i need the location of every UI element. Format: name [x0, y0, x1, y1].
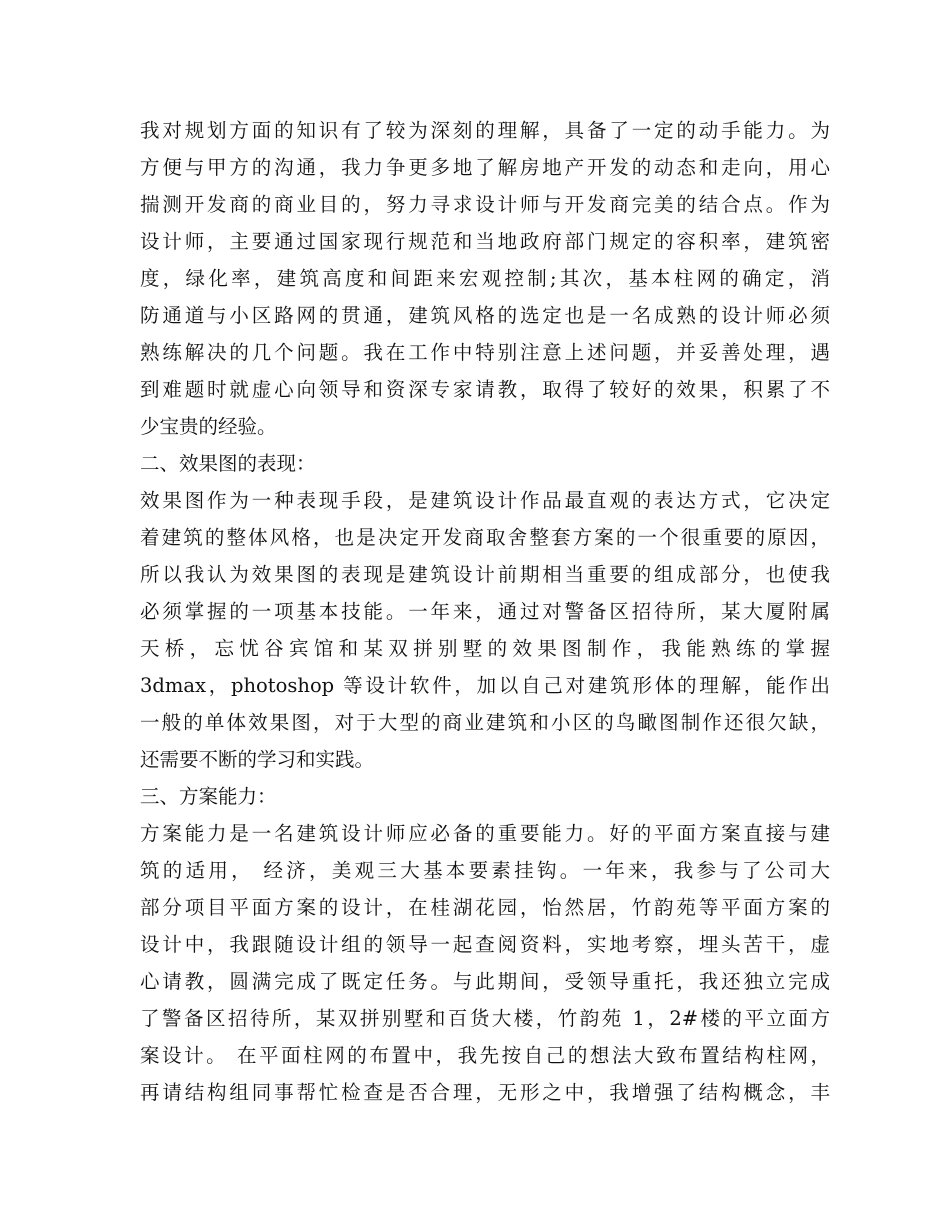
section-heading: 二、效果图的表现： — [140, 452, 316, 475]
text-line: 我对规划方面的知识有了较为深刻的理解，具备了一定的动手能力。为 — [140, 119, 830, 142]
text-line: 效果图作为一种表现手段，是建筑设计作品最直观的表达方式，它决定 — [140, 489, 830, 512]
text-line: 了警备区招待所，某双拼别墅和百货大楼，竹韵苑 1，2#楼的平立面方 — [140, 1007, 830, 1030]
text-line: 再请结构组同事帮忙检查是否合理，无形之中，我增强了结构概念，丰 — [140, 1081, 830, 1104]
text-line: 筑的适用， 经济，美观三大基本要素挂钩。一年来，我参与了公司大 — [140, 859, 830, 882]
text-line: 方案能力是一名建筑设计师应必备的重要能力。好的平面方案直接与建 — [140, 822, 830, 845]
text-line: 揣测开发商的商业目的，努力寻求设计师与开发商完美的结合点。作为 — [140, 193, 830, 216]
text-line: 必须掌握的一项基本技能。一年来，通过对警备区招待所，某大厦附属 — [140, 600, 830, 623]
text-line: 所以我认为效果图的表现是建筑设计前期相当重要的组成部分，也使我 — [140, 563, 830, 586]
text-line: 度，绿化率，建筑高度和间距来宏观控制;其次，基本柱网的确定，消 — [140, 267, 830, 290]
text-line: 设计师，主要通过国家现行规范和当地政府部门规定的容积率，建筑密 — [140, 230, 830, 253]
text-line: 天桥，忘忧谷宾馆和某双拼别墅的效果图制作，我能熟练的掌握 — [140, 637, 830, 660]
text-line: 还需要不断的学习和实践。 — [140, 748, 375, 771]
body-text — [140, 112, 830, 1111]
section-heading: 三、方案能力： — [140, 785, 277, 808]
text-line: 案设计。 在平面柱网的布置中，我先按自己的想法大致布置结构柱网， — [140, 1044, 830, 1067]
text-line: 方便与甲方的沟通，我力争更多地了解房地产开发的动态和走向，用心 — [140, 156, 830, 179]
text-line: 少宝贵的经验。 — [140, 415, 277, 438]
text-line: 到难题时就虚心向领导和资深专家请教，取得了较好的效果，积累了不 — [140, 378, 830, 401]
text-line: 心请教，圆满完成了既定任务。与此期间，受领导重托，我还独立完成 — [140, 970, 830, 993]
text-line: 一般的单体效果图，对于大型的商业建筑和小区的鸟瞰图制作还很欠缺， — [140, 711, 830, 734]
text-line: 防通道与小区路网的贯通，建筑风格的选定也是一名成熟的设计师必须 — [140, 304, 830, 327]
text-line: 熟练解决的几个问题。我在工作中特别注意上述问题，并妥善处理，遇 — [140, 341, 830, 364]
text-line: 3dmax，photoshop 等设计软件，加以自己对建筑形体的理解，能作出 — [140, 674, 830, 697]
text-line: 设计中，我跟随设计组的领导一起查阅资料，实地考察，埋头苦干，虚 — [140, 933, 830, 956]
text-line: 部分项目平面方案的设计，在桂湖花园，怡然居，竹韵苑等平面方案的 — [140, 896, 830, 919]
text-line: 着建筑的整体风格，也是决定开发商取舍整套方案的一个很重要的原因， — [140, 526, 830, 549]
